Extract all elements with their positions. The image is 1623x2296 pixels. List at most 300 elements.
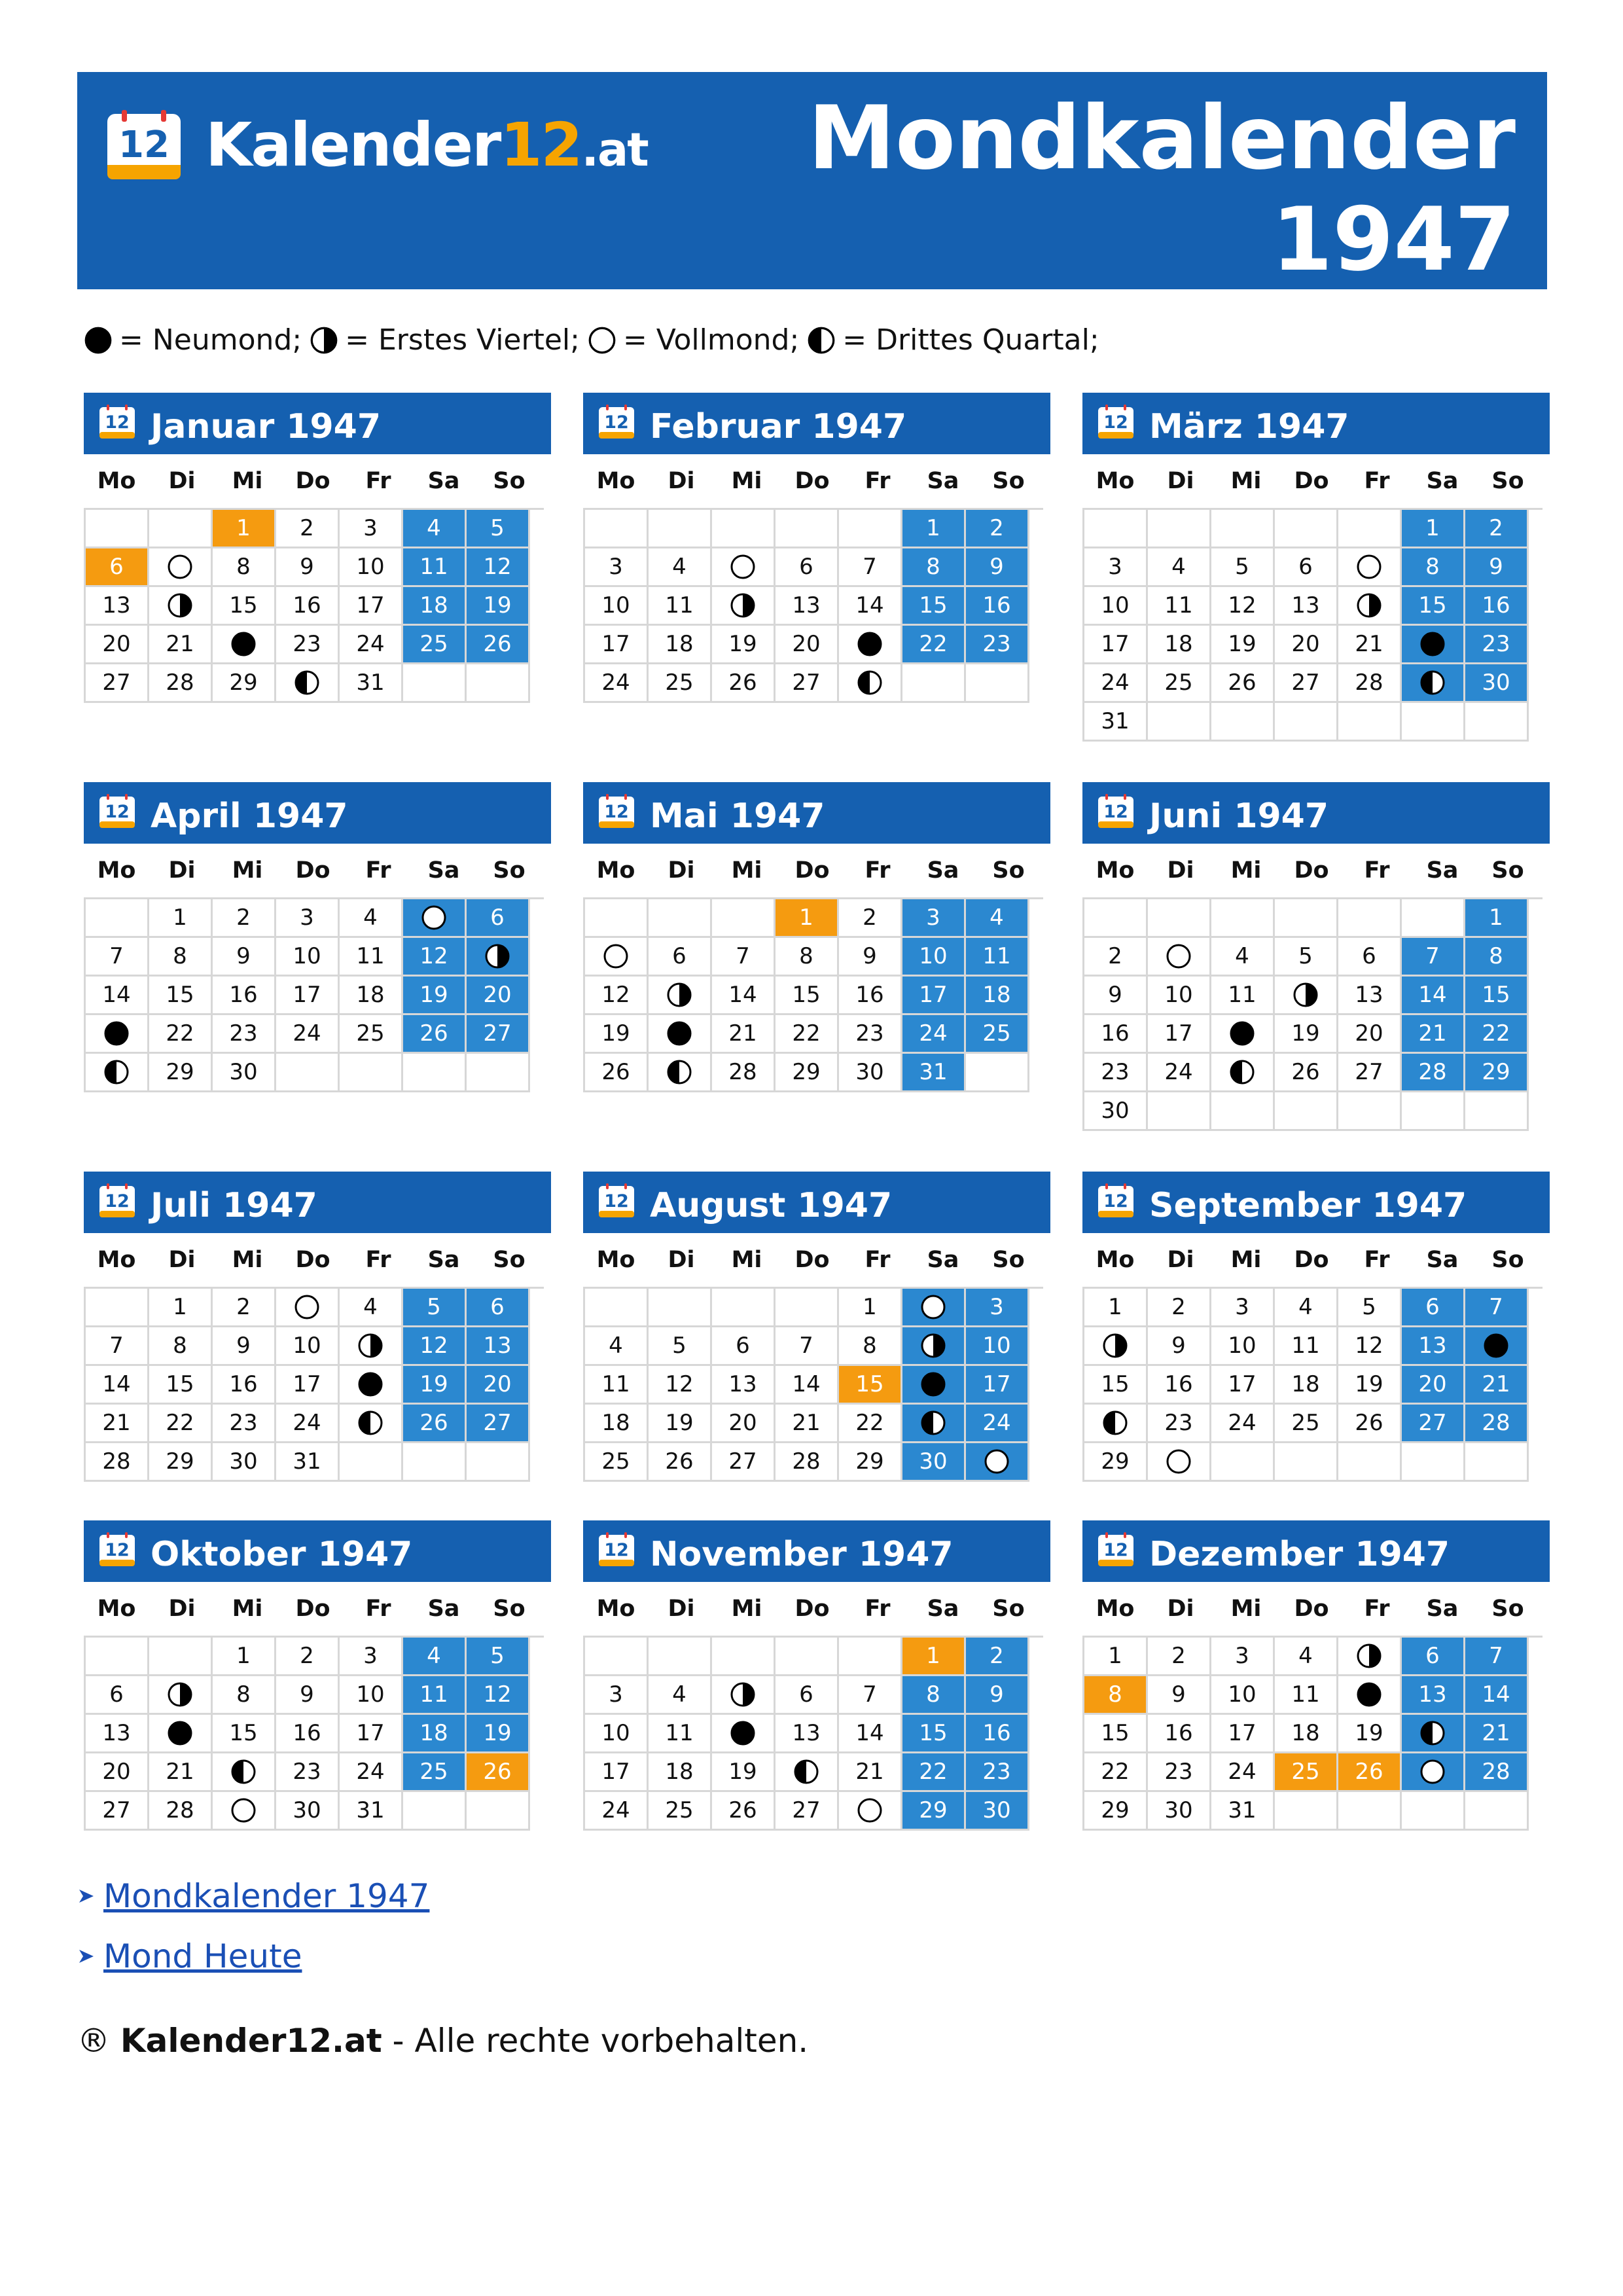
day-cell[interactable]: 22 [839,1405,902,1443]
day-cell[interactable]: 7 [1465,1289,1529,1327]
day-cell[interactable]: 23 [839,1015,902,1054]
day-cell[interactable]: 15 [902,1715,966,1753]
day-cell[interactable]: 2 [839,899,902,938]
day-cell[interactable]: 23 [1465,626,1529,664]
day-cell[interactable] [902,1327,966,1366]
day-cell[interactable]: 31 [1211,1792,1275,1831]
day-cell[interactable]: 31 [340,664,403,703]
day-cell[interactable]: 4 [1275,1638,1338,1676]
day-cell[interactable] [1402,664,1465,703]
day-cell[interactable]: 25 [1148,664,1211,703]
day-cell[interactable]: 4 [966,899,1029,938]
day-cell[interactable] [149,548,213,587]
day-cell[interactable]: 29 [902,1792,966,1831]
day-cell[interactable] [1211,1054,1275,1092]
day-cell[interactable]: 26 [1211,664,1275,703]
day-cell[interactable]: 11 [966,938,1029,977]
day-cell[interactable]: 16 [966,1715,1029,1753]
day-cell[interactable]: 20 [1402,1366,1465,1405]
day-cell[interactable] [1338,1676,1402,1715]
day-cell[interactable]: 1 [149,899,213,938]
day-cell[interactable]: 24 [1084,664,1148,703]
day-cell[interactable]: 31 [340,1792,403,1831]
day-cell[interactable]: 27 [776,1792,839,1831]
day-cell[interactable]: 1 [1402,510,1465,548]
day-cell[interactable]: 6 [776,548,839,587]
day-cell[interactable]: 15 [1084,1715,1148,1753]
day-cell[interactable]: 24 [340,1753,403,1792]
day-cell[interactable]: 15 [1084,1366,1148,1405]
day-cell[interactable]: 20 [467,1366,530,1405]
day-cell[interactable]: 13 [86,1715,149,1753]
day-cell[interactable]: 19 [712,1753,776,1792]
day-cell[interactable]: 18 [340,977,403,1015]
day-cell[interactable]: 21 [86,1405,149,1443]
day-cell[interactable]: 8 [213,1676,276,1715]
day-cell[interactable]: 3 [1084,548,1148,587]
day-cell[interactable]: 26 [403,1015,467,1054]
day-cell[interactable]: 27 [712,1443,776,1482]
day-cell[interactable]: 15 [149,977,213,1015]
day-cell[interactable]: 30 [276,1792,340,1831]
day-cell[interactable]: 23 [1148,1753,1211,1792]
day-cell[interactable] [776,1753,839,1792]
day-cell[interactable]: 19 [403,977,467,1015]
day-cell[interactable]: 6 [467,1289,530,1327]
day-cell[interactable]: 15 [1465,977,1529,1015]
day-cell[interactable]: 18 [649,1753,712,1792]
day-cell[interactable]: 18 [1148,626,1211,664]
day-cell[interactable]: 11 [403,548,467,587]
day-cell[interactable]: 2 [213,1289,276,1327]
day-cell[interactable]: 11 [649,1715,712,1753]
day-cell[interactable]: 14 [712,977,776,1015]
day-cell[interactable]: 17 [1211,1715,1275,1753]
day-cell[interactable]: 13 [1338,977,1402,1015]
day-cell[interactable]: 21 [1465,1715,1529,1753]
day-cell[interactable] [585,938,649,977]
day-cell[interactable]: 20 [1275,626,1338,664]
day-cell[interactable]: 18 [1275,1715,1338,1753]
day-cell[interactable]: 30 [1465,664,1529,703]
day-cell[interactable]: 1 [1084,1638,1148,1676]
day-cell[interactable] [1338,548,1402,587]
day-cell[interactable]: 12 [649,1366,712,1405]
day-cell[interactable]: 3 [340,1638,403,1676]
day-cell[interactable]: 20 [86,626,149,664]
day-cell[interactable]: 8 [1084,1676,1148,1715]
day-cell[interactable]: 6 [1275,548,1338,587]
day-cell[interactable]: 20 [712,1405,776,1443]
day-cell[interactable]: 26 [585,1054,649,1092]
day-cell[interactable]: 20 [776,626,839,664]
day-cell[interactable]: 16 [1084,1015,1148,1054]
day-cell[interactable]: 31 [902,1054,966,1092]
day-cell[interactable] [1402,1715,1465,1753]
day-cell[interactable]: 10 [1211,1676,1275,1715]
day-cell[interactable] [340,1405,403,1443]
day-cell[interactable] [86,1054,149,1092]
day-cell[interactable]: 27 [86,1792,149,1831]
day-cell[interactable]: 19 [1211,626,1275,664]
day-cell[interactable]: 7 [1402,938,1465,977]
day-cell[interactable]: 2 [276,1638,340,1676]
day-cell[interactable]: 12 [403,1327,467,1366]
day-cell[interactable]: 14 [86,977,149,1015]
day-cell[interactable]: 24 [1211,1753,1275,1792]
day-cell[interactable]: 6 [86,548,149,587]
day-cell[interactable]: 25 [403,626,467,664]
day-cell[interactable]: 21 [1338,626,1402,664]
day-cell[interactable]: 24 [340,626,403,664]
day-cell[interactable]: 17 [340,1715,403,1753]
day-cell[interactable]: 19 [585,1015,649,1054]
day-cell[interactable]: 28 [149,1792,213,1831]
day-cell[interactable]: 29 [839,1443,902,1482]
day-cell[interactable]: 4 [403,510,467,548]
day-cell[interactable]: 23 [966,626,1029,664]
day-cell[interactable] [1084,1327,1148,1366]
link-mond-heute[interactable]: Mond Heute [103,1937,302,1975]
day-cell[interactable]: 9 [213,938,276,977]
day-cell[interactable]: 8 [1402,548,1465,587]
day-cell[interactable]: 5 [1338,1289,1402,1327]
day-cell[interactable]: 10 [276,1327,340,1366]
day-cell[interactable] [966,1443,1029,1482]
day-cell[interactable]: 25 [1275,1753,1338,1792]
day-cell[interactable] [839,626,902,664]
day-cell[interactable]: 4 [585,1327,649,1366]
day-cell[interactable]: 25 [649,1792,712,1831]
day-cell[interactable]: 4 [1211,938,1275,977]
day-cell[interactable] [340,1366,403,1405]
day-cell[interactable]: 6 [1338,938,1402,977]
day-cell[interactable]: 7 [839,548,902,587]
day-cell[interactable]: 12 [1211,587,1275,626]
day-cell[interactable]: 26 [712,1792,776,1831]
day-cell[interactable]: 9 [966,548,1029,587]
day-cell[interactable] [649,1015,712,1054]
day-cell[interactable]: 17 [1211,1366,1275,1405]
day-cell[interactable] [712,1715,776,1753]
day-cell[interactable]: 8 [902,1676,966,1715]
day-cell[interactable]: 15 [776,977,839,1015]
day-cell[interactable]: 13 [712,1366,776,1405]
day-cell[interactable] [340,1327,403,1366]
day-cell[interactable]: 2 [213,899,276,938]
day-cell[interactable]: 19 [467,1715,530,1753]
day-cell[interactable]: 22 [902,1753,966,1792]
day-cell[interactable]: 1 [213,1638,276,1676]
day-cell[interactable]: 30 [902,1443,966,1482]
day-cell[interactable]: 21 [839,1753,902,1792]
day-cell[interactable]: 3 [1211,1289,1275,1327]
day-cell[interactable]: 29 [1084,1443,1148,1482]
day-cell[interactable] [1402,1753,1465,1792]
link-mondkalender[interactable]: Mondkalender 1947 [103,1877,430,1915]
day-cell[interactable]: 8 [839,1327,902,1366]
day-cell[interactable]: 25 [649,664,712,703]
day-cell[interactable]: 9 [1148,1676,1211,1715]
day-cell[interactable]: 23 [966,1753,1029,1792]
day-cell[interactable]: 11 [1275,1327,1338,1366]
day-cell[interactable]: 13 [1275,587,1338,626]
day-cell[interactable]: 14 [776,1366,839,1405]
day-cell[interactable] [649,1054,712,1092]
day-cell[interactable]: 1 [902,510,966,548]
day-cell[interactable]: 17 [902,977,966,1015]
day-cell[interactable]: 6 [1402,1289,1465,1327]
day-cell[interactable]: 2 [1148,1289,1211,1327]
day-cell[interactable]: 1 [213,510,276,548]
day-cell[interactable]: 28 [1465,1753,1529,1792]
day-cell[interactable] [149,587,213,626]
day-cell[interactable]: 17 [1084,626,1148,664]
day-cell[interactable] [1275,977,1338,1015]
day-cell[interactable]: 18 [966,977,1029,1015]
day-cell[interactable] [839,664,902,703]
day-cell[interactable]: 25 [340,1015,403,1054]
day-cell[interactable] [1148,1443,1211,1482]
day-cell[interactable]: 28 [712,1054,776,1092]
day-cell[interactable]: 28 [1402,1054,1465,1092]
day-cell[interactable]: 10 [276,938,340,977]
day-cell[interactable]: 3 [902,899,966,938]
day-cell[interactable]: 4 [649,1676,712,1715]
day-cell[interactable]: 27 [467,1015,530,1054]
day-cell[interactable]: 8 [149,1327,213,1366]
day-cell[interactable]: 11 [403,1676,467,1715]
day-cell[interactable]: 15 [213,1715,276,1753]
day-cell[interactable]: 26 [1275,1054,1338,1092]
day-cell[interactable]: 8 [776,938,839,977]
day-cell[interactable]: 21 [149,1753,213,1792]
day-cell[interactable]: 1 [902,1638,966,1676]
day-cell[interactable]: 19 [1275,1015,1338,1054]
day-cell[interactable]: 18 [649,626,712,664]
day-cell[interactable]: 10 [1148,977,1211,1015]
day-cell[interactable]: 22 [1084,1753,1148,1792]
day-cell[interactable]: 20 [1338,1015,1402,1054]
day-cell[interactable]: 28 [1465,1405,1529,1443]
day-cell[interactable]: 13 [776,587,839,626]
day-cell[interactable]: 4 [340,899,403,938]
day-cell[interactable]: 15 [839,1366,902,1405]
day-cell[interactable]: 2 [966,510,1029,548]
day-cell[interactable]: 8 [149,938,213,977]
day-cell[interactable] [1148,938,1211,977]
day-cell[interactable]: 3 [340,510,403,548]
day-cell[interactable]: 25 [1275,1405,1338,1443]
day-cell[interactable]: 28 [1338,664,1402,703]
day-cell[interactable]: 29 [776,1054,839,1092]
day-cell[interactable]: 14 [1465,1676,1529,1715]
day-cell[interactable]: 28 [776,1443,839,1482]
day-cell[interactable]: 11 [1211,977,1275,1015]
day-cell[interactable]: 10 [966,1327,1029,1366]
day-cell[interactable]: 17 [276,1366,340,1405]
day-cell[interactable]: 16 [839,977,902,1015]
day-cell[interactable]: 25 [403,1753,467,1792]
day-cell[interactable]: 16 [276,1715,340,1753]
day-cell[interactable]: 12 [1338,1327,1402,1366]
day-cell[interactable]: 26 [467,1753,530,1792]
day-cell[interactable]: 27 [1402,1405,1465,1443]
day-cell[interactable]: 9 [213,1327,276,1366]
day-cell[interactable]: 17 [966,1366,1029,1405]
day-cell[interactable]: 9 [839,938,902,977]
day-cell[interactable]: 29 [1465,1054,1529,1092]
day-cell[interactable]: 17 [585,626,649,664]
day-cell[interactable] [712,587,776,626]
day-cell[interactable]: 24 [902,1015,966,1054]
day-cell[interactable]: 19 [1338,1366,1402,1405]
day-cell[interactable]: 8 [213,548,276,587]
day-cell[interactable]: 7 [839,1676,902,1715]
day-cell[interactable]: 19 [1338,1715,1402,1753]
day-cell[interactable]: 26 [712,664,776,703]
day-cell[interactable]: 24 [1148,1054,1211,1092]
day-cell[interactable]: 31 [276,1443,340,1482]
day-cell[interactable]: 10 [585,1715,649,1753]
day-cell[interactable]: 30 [966,1792,1029,1831]
day-cell[interactable]: 13 [776,1715,839,1753]
day-cell[interactable]: 12 [403,938,467,977]
day-cell[interactable]: 13 [1402,1327,1465,1366]
day-cell[interactable]: 1 [1465,899,1529,938]
day-cell[interactable]: 13 [467,1327,530,1366]
day-cell[interactable]: 24 [966,1405,1029,1443]
day-cell[interactable]: 10 [340,1676,403,1715]
day-cell[interactable] [276,1289,340,1327]
day-cell[interactable] [1338,1638,1402,1676]
day-cell[interactable]: 22 [902,626,966,664]
day-cell[interactable] [213,1792,276,1831]
day-cell[interactable]: 5 [1211,548,1275,587]
day-cell[interactable]: 4 [403,1638,467,1676]
day-cell[interactable]: 6 [467,899,530,938]
day-cell[interactable]: 19 [403,1366,467,1405]
day-cell[interactable]: 28 [149,664,213,703]
day-cell[interactable]: 29 [213,664,276,703]
day-cell[interactable]: 14 [86,1366,149,1405]
day-cell[interactable] [712,1676,776,1715]
day-cell[interactable]: 3 [585,1676,649,1715]
day-cell[interactable]: 13 [86,587,149,626]
day-cell[interactable]: 21 [776,1405,839,1443]
day-cell[interactable]: 10 [902,938,966,977]
day-cell[interactable] [467,938,530,977]
day-cell[interactable] [1084,1405,1148,1443]
day-cell[interactable] [403,899,467,938]
day-cell[interactable] [213,626,276,664]
day-cell[interactable]: 22 [149,1405,213,1443]
day-cell[interactable] [1211,1015,1275,1054]
day-cell[interactable]: 15 [1402,587,1465,626]
day-cell[interactable]: 31 [1084,703,1148,742]
day-cell[interactable]: 23 [213,1405,276,1443]
day-cell[interactable] [1465,1327,1529,1366]
day-cell[interactable]: 18 [1275,1366,1338,1405]
day-cell[interactable]: 23 [213,1015,276,1054]
day-cell[interactable]: 12 [467,548,530,587]
day-cell[interactable]: 25 [966,1015,1029,1054]
day-cell[interactable]: 10 [1084,587,1148,626]
day-cell[interactable]: 22 [776,1015,839,1054]
day-cell[interactable]: 16 [213,977,276,1015]
day-cell[interactable]: 19 [649,1405,712,1443]
day-cell[interactable]: 6 [86,1676,149,1715]
day-cell[interactable]: 24 [585,664,649,703]
day-cell[interactable]: 29 [149,1054,213,1092]
day-cell[interactable]: 16 [1465,587,1529,626]
day-cell[interactable]: 26 [649,1443,712,1482]
day-cell[interactable] [712,548,776,587]
brand-logo[interactable] [205,106,648,189]
day-cell[interactable]: 21 [149,626,213,664]
day-cell[interactable]: 28 [86,1443,149,1482]
day-cell[interactable]: 9 [1148,1327,1211,1366]
day-cell[interactable]: 2 [1084,938,1148,977]
day-cell[interactable]: 16 [276,587,340,626]
day-cell[interactable]: 3 [966,1289,1029,1327]
day-cell[interactable]: 27 [467,1405,530,1443]
day-cell[interactable]: 17 [585,1753,649,1792]
day-cell[interactable]: 13 [1402,1676,1465,1715]
day-cell[interactable]: 8 [1465,938,1529,977]
day-cell[interactable]: 29 [149,1443,213,1482]
day-cell[interactable]: 5 [649,1327,712,1366]
day-cell[interactable]: 23 [276,626,340,664]
day-cell[interactable]: 11 [1148,587,1211,626]
day-cell[interactable]: 9 [1084,977,1148,1015]
day-cell[interactable]: 9 [276,548,340,587]
day-cell[interactable]: 5 [467,1638,530,1676]
day-cell[interactable]: 5 [1275,938,1338,977]
day-cell[interactable]: 16 [213,1366,276,1405]
day-cell[interactable]: 20 [467,977,530,1015]
day-cell[interactable]: 4 [1275,1289,1338,1327]
day-cell[interactable]: 12 [585,977,649,1015]
day-cell[interactable] [1338,587,1402,626]
day-cell[interactable]: 10 [1211,1327,1275,1366]
day-cell[interactable]: 1 [776,899,839,938]
day-cell[interactable] [902,1366,966,1405]
day-cell[interactable]: 10 [585,587,649,626]
day-cell[interactable]: 11 [340,938,403,977]
day-cell[interactable]: 30 [1148,1792,1211,1831]
day-cell[interactable]: 26 [403,1405,467,1443]
day-cell[interactable]: 27 [1338,1054,1402,1092]
day-cell[interactable]: 14 [1402,977,1465,1015]
day-cell[interactable] [902,1289,966,1327]
day-cell[interactable]: 3 [585,548,649,587]
day-cell[interactable]: 21 [1402,1015,1465,1054]
day-cell[interactable]: 9 [966,1676,1029,1715]
day-cell[interactable]: 23 [276,1753,340,1792]
day-cell[interactable]: 30 [839,1054,902,1092]
day-cell[interactable] [902,1405,966,1443]
day-cell[interactable] [149,1715,213,1753]
day-cell[interactable] [276,664,340,703]
day-cell[interactable]: 19 [712,626,776,664]
day-cell[interactable]: 2 [1465,510,1529,548]
day-cell[interactable]: 24 [585,1792,649,1831]
day-cell[interactable]: 23 [1084,1054,1148,1092]
day-cell[interactable]: 26 [467,626,530,664]
day-cell[interactable] [149,1676,213,1715]
day-cell[interactable]: 27 [1275,664,1338,703]
